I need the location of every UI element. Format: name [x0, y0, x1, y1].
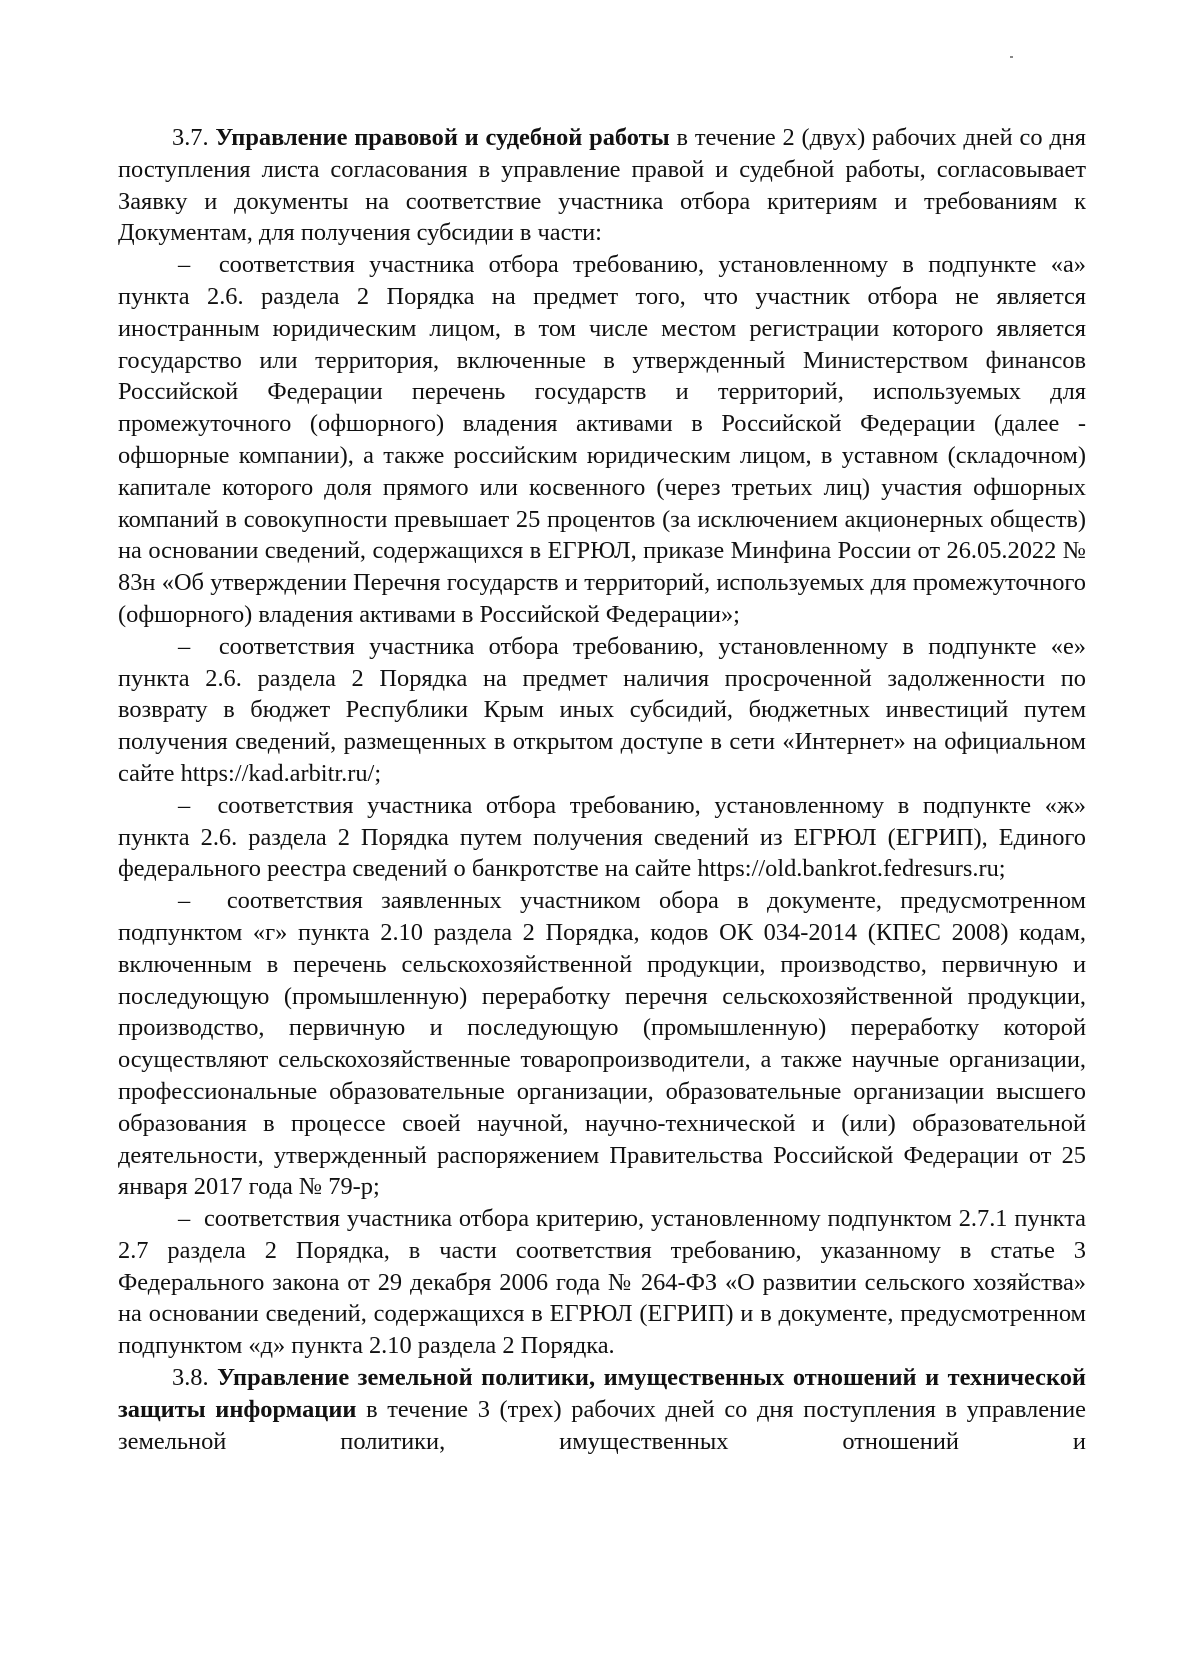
section-3-7-intro: в течение 2 (двух) рабочих дней со дня поступления листа согласования в управление правой и судебной работы, согласовывает Заявку и документы на соответствие участника отбора критериям и требованиям к Документам, для получения субсидии в части: [118, 124, 1086, 247]
section-3-7-paragraph [118, 122, 1086, 249]
list-item-dash: – [178, 791, 191, 819]
section-3-8-intro: в течение 3 (трех) рабочих дней со дня поступления в управление земельной политики, имущественных отношений и [118, 1395, 1086, 1455]
scan-speck [1010, 56, 1013, 58]
section-3-8-paragraph [118, 1362, 1086, 1457]
list-item-text: соответствия заявленных участником обора в документе, предусмотренном подпунктом «г» пункта 2.10 раздела 2 Порядка, кодов ОК 034-2014 (КПЕС 2008) кодам, включенным в перечень сельскохозяйственной продукции, производство, первичную и последующую (промышленную) переработку перечня сельскохозяйственной продукции, производство, первичную и последующую (промышленную) переработку которой осуществляют сельскохозяйственные товаропроизводители, а также научные организации, профессиональные образовательные организации, образовательные организации высшего образования в процессе своей научной, научно-технической и (или) образовательной деятельности, утвержденный распоряжением Правительства Российской Федерации от 25 января 2017 года № 79-р; [118, 887, 1086, 1201]
document-body [118, 122, 1086, 1457]
list-item-text: соответствия участника отбора требованию, установленному в подпункте «ж» пункта 2.6. раздела 2 Порядка путем получения сведений из ЕГРЮЛ (ЕГРИП), Единого федерального реестра сведений о банкротстве на сайте https://old.bankrot.fedresurs.ru; [118, 791, 1086, 883]
list-item [118, 1203, 1086, 1362]
list-item-text: соответствия участника отбора критерию, установленному подпунктом 2.7.1 пункта 2.7 раздела 2 Порядка, в части соответствия требованию, указанному в статье 3 Федерального закона от 29 декабря 2006 года № 264-ФЗ «О развитии сельского хозяйства» на основании сведений, содержащихся в ЕГРЮЛ (ЕГРИП) и в документе, предусмотренном подпунктом «д» пункта 2.10 раздела 2 Порядка. [118, 1205, 1086, 1360]
list-item [118, 790, 1086, 885]
list-item-dash: – [178, 887, 191, 915]
list-item [118, 885, 1086, 1203]
list-item-dash: – [178, 632, 191, 660]
list-item-text: соответствия участника отбора требованию, установленному в подпункте «е» пункта 2.6. раздела 2 Порядка на предмет наличия просроченной задолженности по возврату в бюджет Республики Крым иных субсидий, бюджетных инвестиций путем получения сведений, размещенных в открытом доступе в сети «Интернет» на официальном сайте https://kad.arbitr.ru/; [118, 632, 1086, 787]
list-item-dash: – [178, 251, 191, 279]
list-item [118, 631, 1086, 790]
list-item [118, 249, 1086, 631]
section-3-7-heading: Управление правовой и судебной работы [215, 124, 670, 151]
list-item-text: соответствия участника отбора требованию, установленному в подпункте «а» пункта 2.6. раздела 2 Порядка на предмет того, что участник отбора не является иностранным юридическим лицом, в том числе местом регистрации которого является государство или территория, включенные в утвержденный Министерством финансов Российской Федерации перечень государств и территорий, используемых для промежуточного (офшорного) владения активами в Российской Федерации (далее - офшорные компании), а также российским юридическим лицом, в уставном (складочном) капитале которого доля прямого или косвенного (через третьих лиц) участия офшорных компаний в совокупности превышает 25 процентов (за исключением акционерных обществ) на основании сведений, содержащихся в ЕГРЮЛ, приказе Минфина России от 26.05.2022 № 83н «Об утверждении Перечня государств и территорий, используемых для промежуточного (офшорного) владения активами в Российской Федерации»; [118, 251, 1086, 628]
section-3-8-number: 3.8. [172, 1364, 209, 1392]
list-item-dash: – [178, 1205, 191, 1233]
section-3-8-heading: Управление земельной политики, имущественных отношений и технической защиты информации [118, 1364, 1086, 1423]
section-3-7-number: 3.7. [172, 124, 209, 151]
